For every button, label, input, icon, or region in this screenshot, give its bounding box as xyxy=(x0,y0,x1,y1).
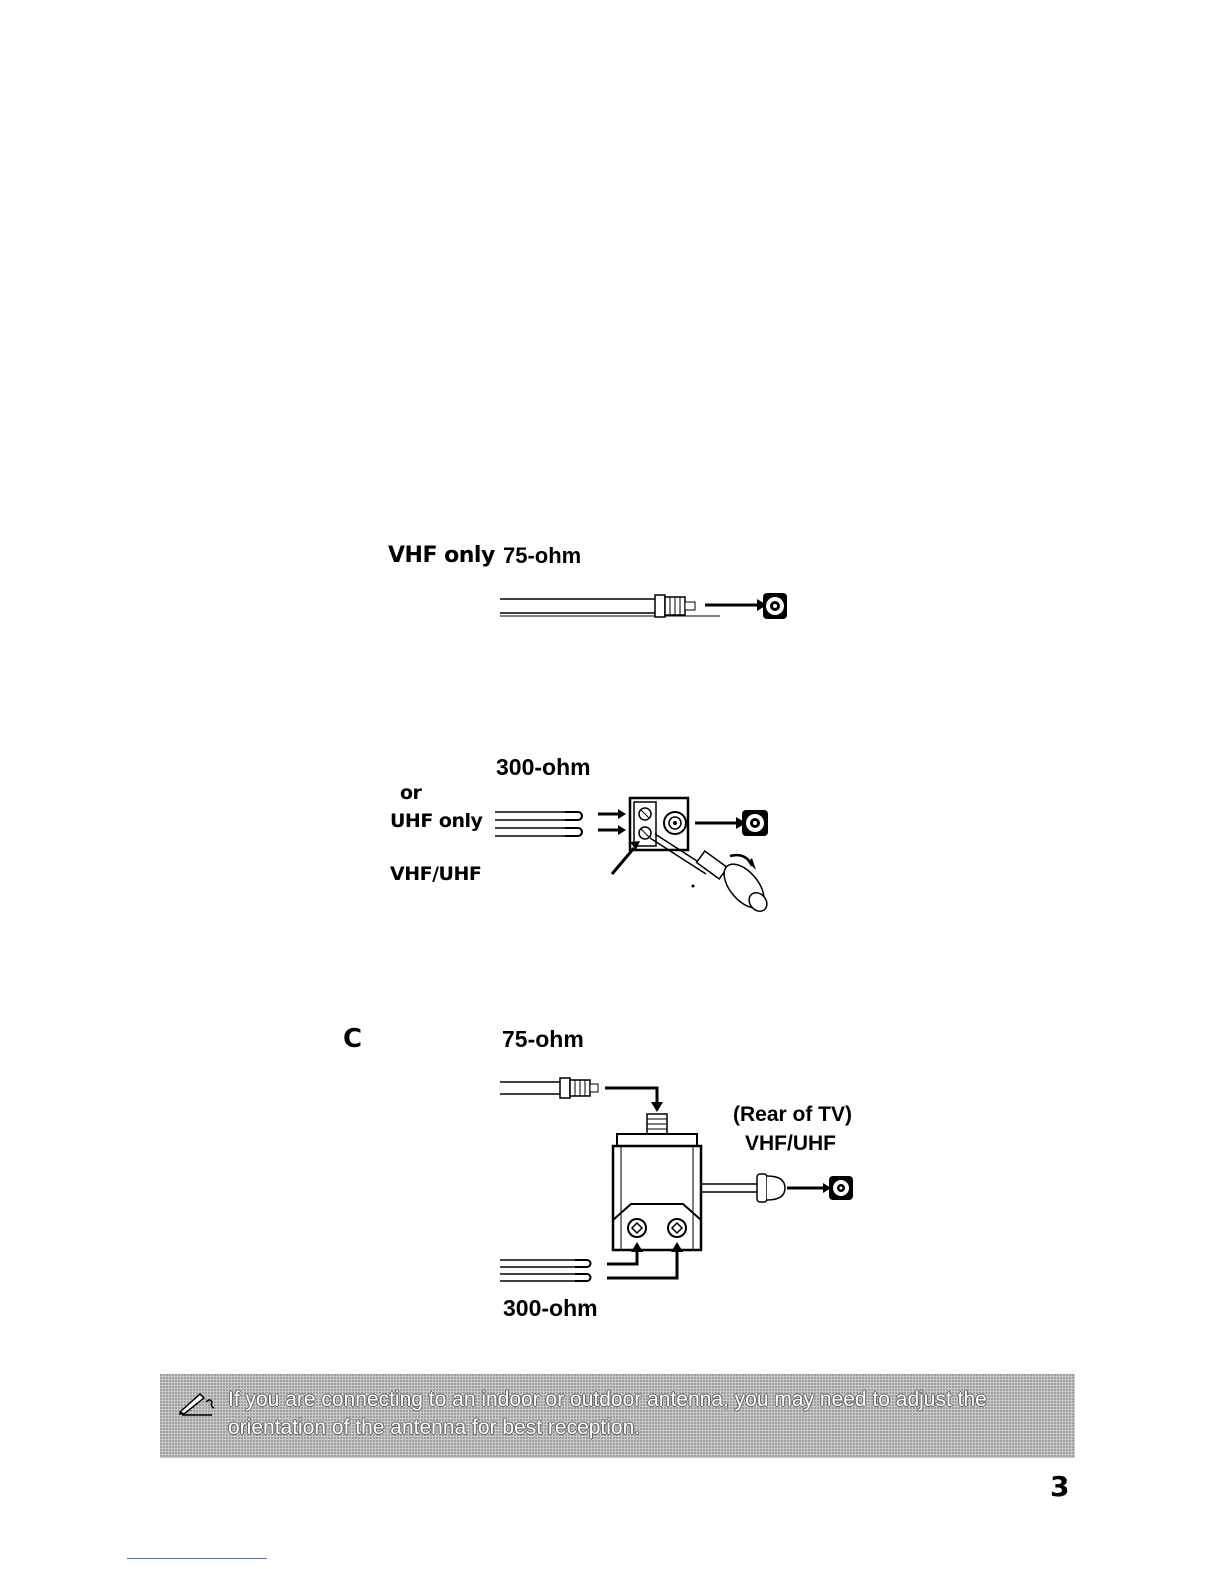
footer-rule xyxy=(127,1558,267,1559)
uhf-only-label: UHF only xyxy=(390,810,483,832)
or-label: or xyxy=(400,782,422,804)
page-number: 3 xyxy=(1050,1470,1070,1503)
pencil-note-icon xyxy=(178,1390,216,1421)
vhf-uhf-label-b: VHF/UHF xyxy=(390,863,482,885)
combiner-diagram xyxy=(495,1070,865,1295)
section-c-letter: C xyxy=(343,1024,363,1054)
twin-lead-transformer-diagram xyxy=(490,790,800,915)
75-ohm-label-c: 75-ohm xyxy=(502,1026,584,1052)
vhf-only-label: VHF only xyxy=(388,543,495,568)
300-ohm-label-c: 300-ohm xyxy=(503,1295,598,1321)
coax-cable-diagram-a xyxy=(495,585,795,630)
rear-of-tv-label: (Rear of TV) xyxy=(733,1103,853,1126)
antenna-note-box xyxy=(160,1374,1075,1458)
vhf-uhf-label-c: VHF/UHF xyxy=(745,1132,836,1155)
300-ohm-label-b: 300-ohm xyxy=(496,754,591,780)
75-ohm-label-a: 75-ohm xyxy=(503,543,582,568)
antenna-note-text: If you are connecting to an indoor or outdoor antenna, you may need to adjust the orientation of the antenna for best reception. xyxy=(228,1388,987,1439)
